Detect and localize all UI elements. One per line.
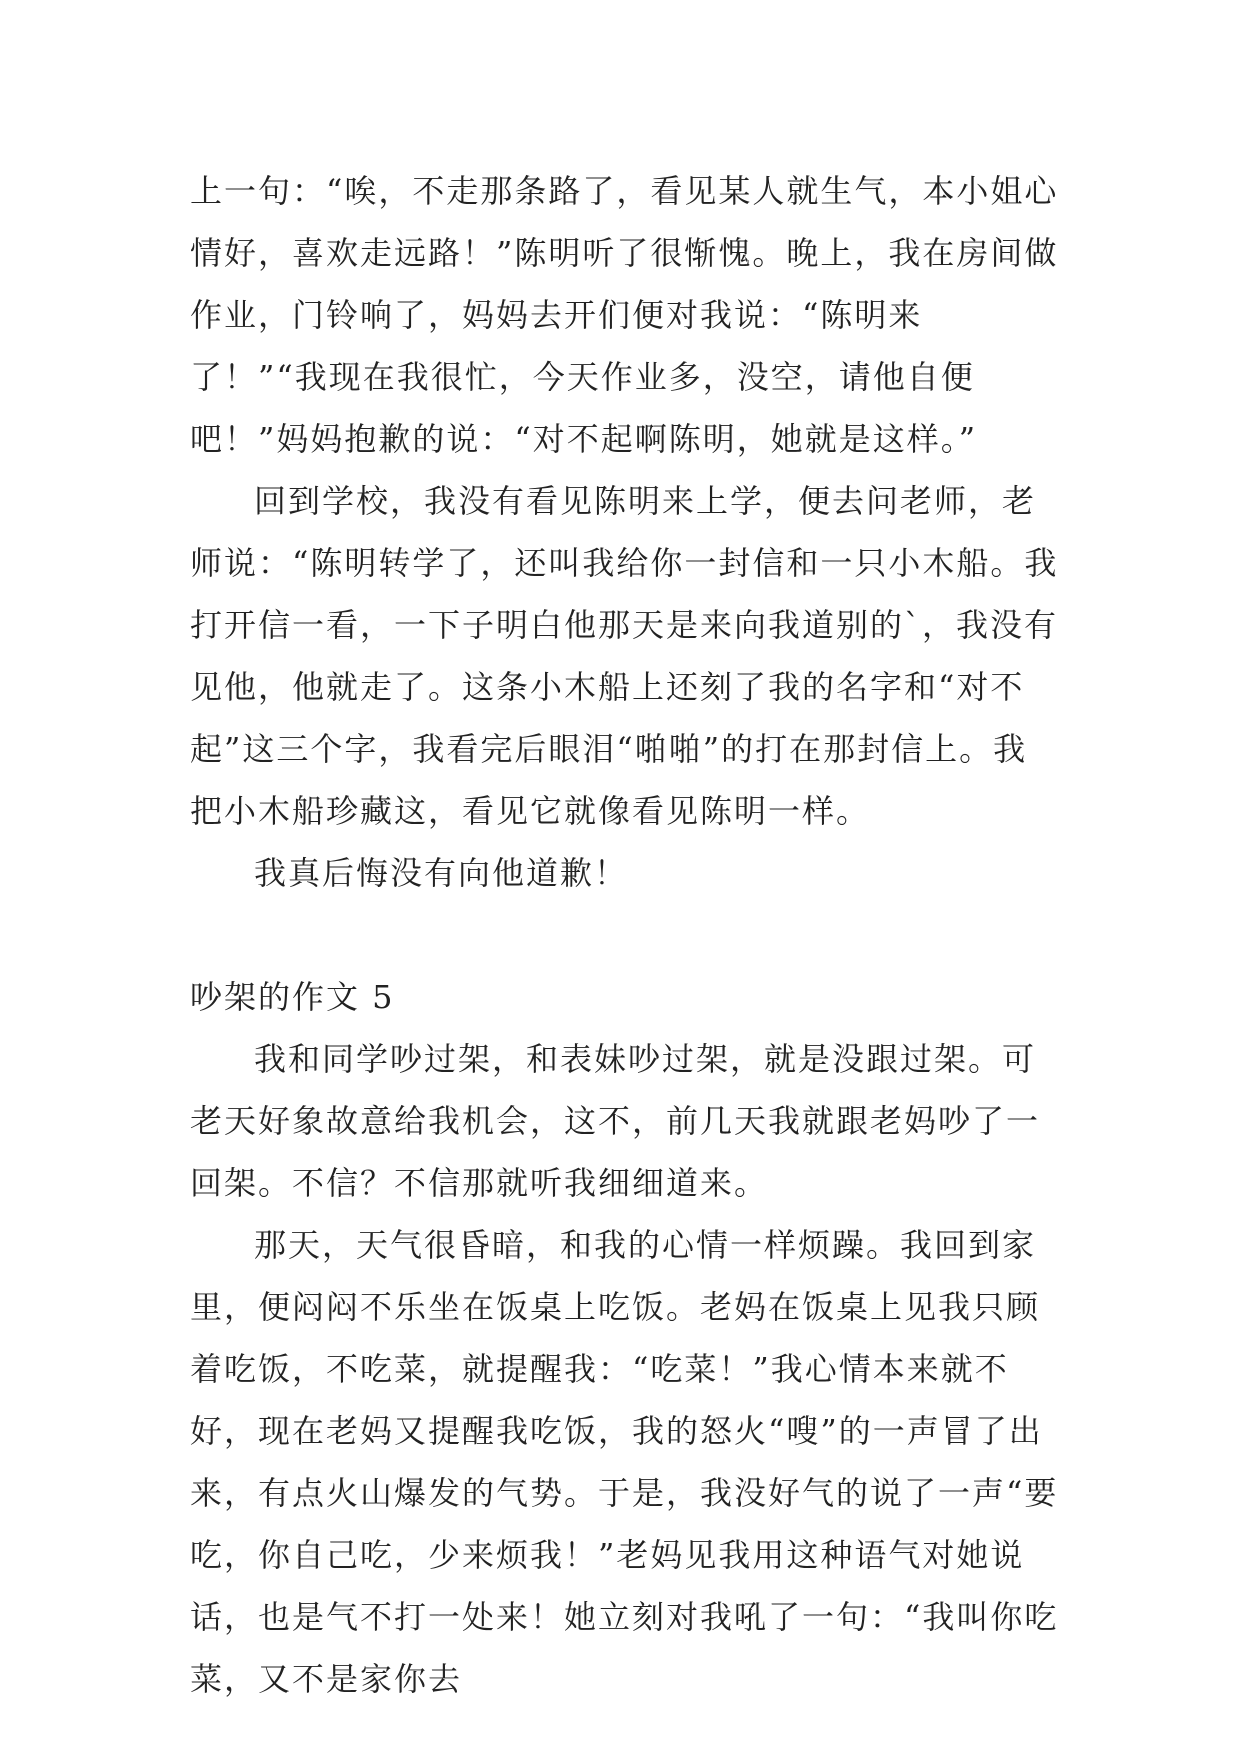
paragraph-3: 我真后悔没有向他道歉！	[254, 854, 629, 892]
paragraph-4: 我和同学吵过架，和表妹吵过架，就是没跟过架。可老天好象故意给我机会，这不，前几天我就跟老妈吵了一回架。不信？不信那就听我细细道来。	[190, 1040, 1041, 1202]
document-body	[190, 160, 1060, 1710]
section-title: 吵架的作文 5	[190, 978, 395, 1016]
paragraph-5: 那天，天气很昏暗，和我的心情一样烦躁。我回到家里，便闷闷不乐坐在饭桌上吃饭。老妈在饭桌上见我只顾着吃饭，不吃菜，就提醒我：“吃菜！”我心情本来就不好，现在老妈又提醒我吃饭，我的怒火“嗖”的一声冒了出来，有点火山爆发的气势。于是，我没好气的说了一声“要吃，你自己吃，少来烦我！”老妈见我用这种语气对她说话，也是气不打一处来！她立刻对我吼了一句：“我叫你吃菜，又不是家你去	[190, 1226, 1059, 1698]
paragraph-2: 回到学校，我没有看见陈明来上学，便去问老师，老师说：“陈明转学了，还叫我给你一封信和一只小木船。我打开信一看，一下子明白他那天是来向我道别的`，我没有见他，他就走了。这条小木船上还刻了我的名字和“对不起”这三个字，我看完后眼泪“啪啪”的打在那封信上。我把小木船珍藏这，看见它就像看见陈明一样。	[190, 482, 1059, 830]
paragraph-1: 上一句：“唉，不走那条路了，看见某人就生气，本小姐心情好，喜欢走远路！”陈明听了很惭愧。晚上，我在房间做作业，门铃响了，妈妈去开们便对我说：“陈明来了！”“我现在我很忙，今天作业多，没空，请他自便吧！”妈妈抱歉的说：“对不起啊陈明，她就是这样。”	[190, 172, 1059, 458]
